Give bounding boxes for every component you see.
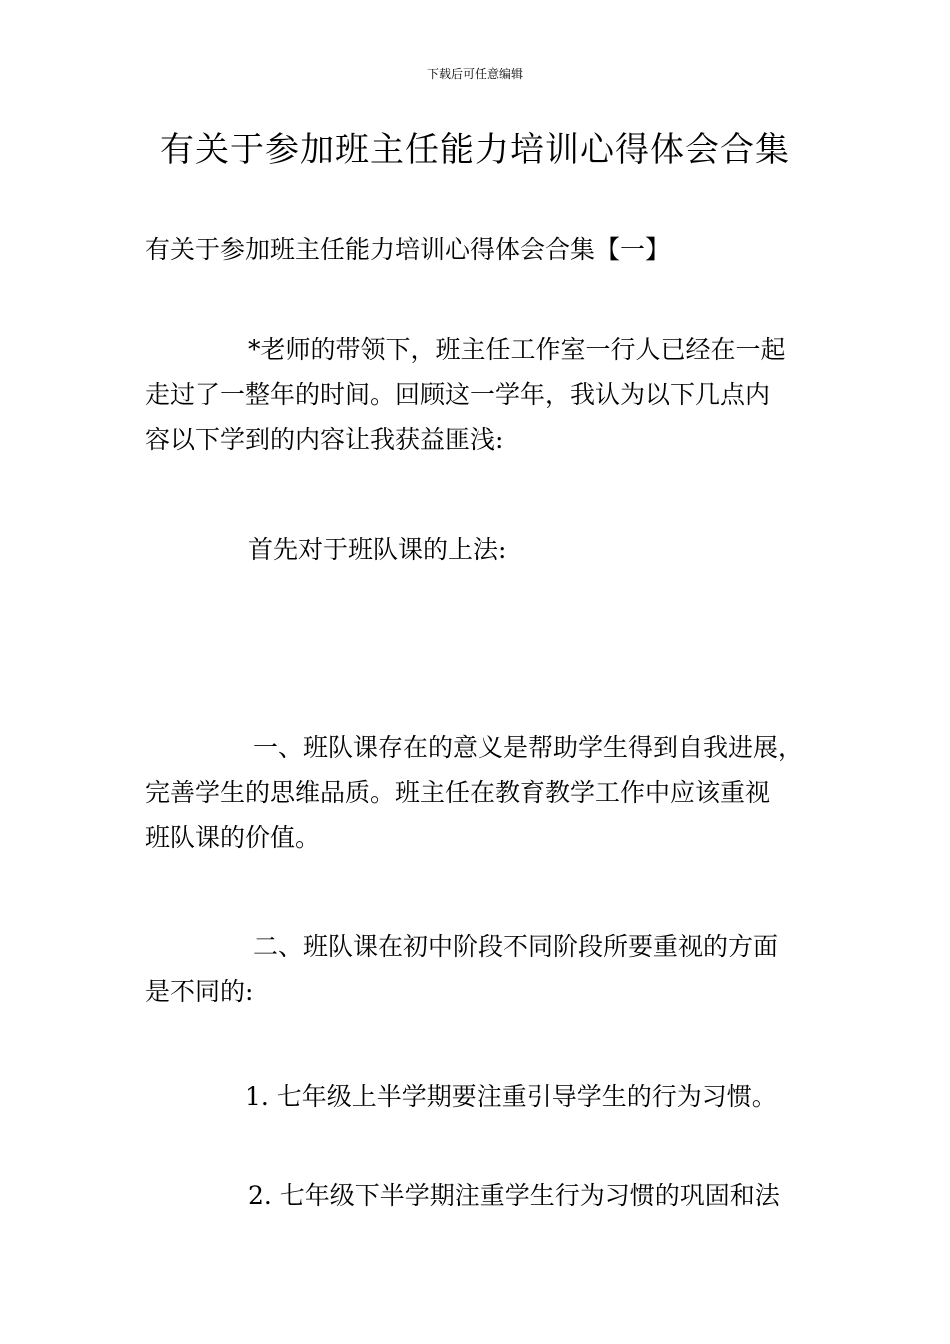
section-heading: 有关于参加班主任能力培训心得体会合集【一】 [145, 235, 671, 264]
paragraph-line: 一、班队课存在的意义是帮助学生得到自我进展， [253, 733, 804, 762]
paragraph-point-two [145, 924, 778, 1014]
paragraph-method [248, 527, 506, 572]
paragraph-line: *老师的带领下，班主任工作室一行人已经在一起 [248, 335, 786, 364]
paragraph-line: 班队课的价值。 [145, 823, 321, 852]
paragraph-point-one [145, 725, 803, 860]
header-note: 下载后可任意编辑 [426, 67, 523, 81]
paragraph-line: 首先对于班队课的上法: [248, 535, 507, 564]
paragraph-line: 完善学生的思维品质。班主任在教育教学工作中应该重视 [145, 778, 771, 807]
paragraph-intro [145, 327, 786, 462]
list-item: 2. 七年级下半学期注重学生行为习惯的巩固和法 [248, 1181, 780, 1210]
list-item: 1. 七年级上半学期要注重引导学生的行为习惯。 [245, 1082, 777, 1111]
document-title: 有关于参加班主任能力培训心得体会合集 [160, 130, 790, 170]
paragraph-line: 二、班队课在初中阶段不同阶段所要重视的方面 [253, 932, 779, 961]
paragraph-line: 容以下学到的内容让我获益匪浅: [145, 425, 504, 454]
paragraph-line: 走过了一整年的时间。回顾这一学年，我认为以下几点内 [145, 380, 771, 409]
paragraph-line: 是不同的: [145, 977, 254, 1006]
